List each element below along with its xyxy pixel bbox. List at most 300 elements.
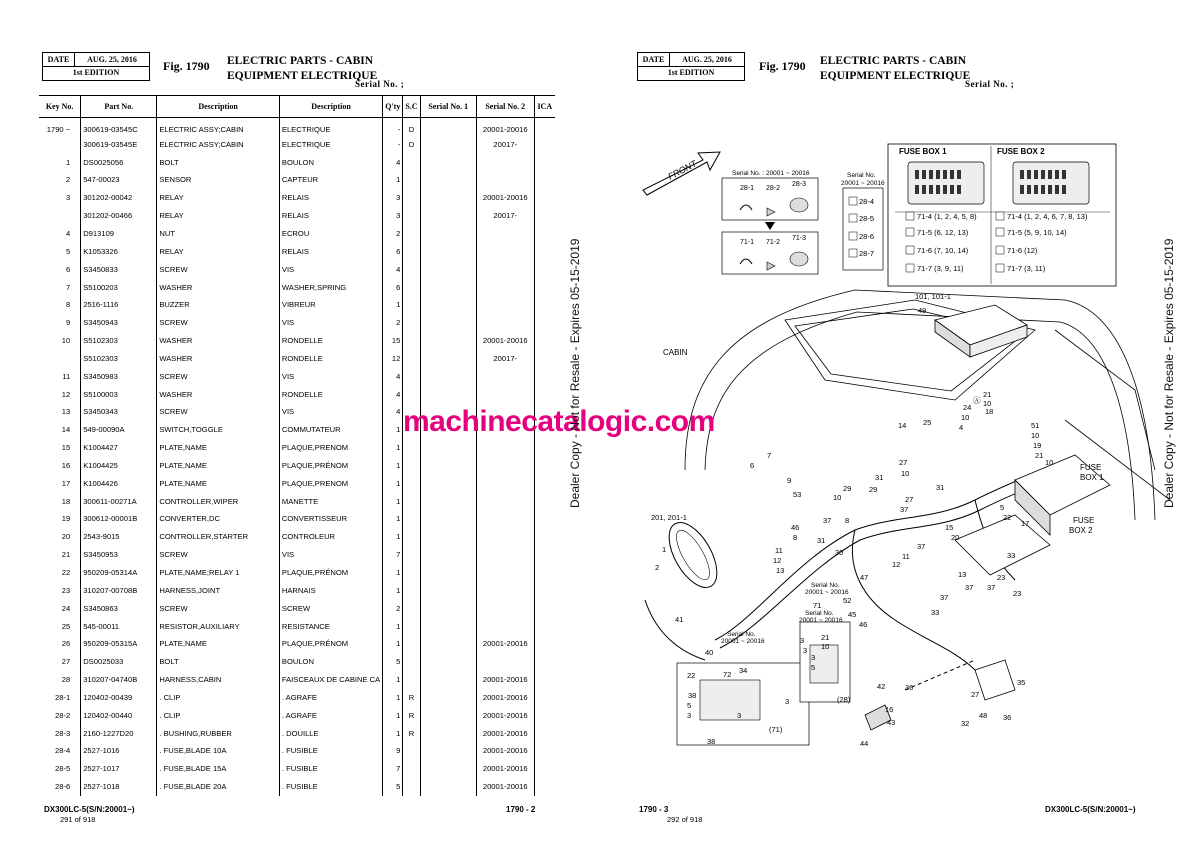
cell-s2 bbox=[476, 278, 534, 296]
cell-s2 bbox=[476, 242, 534, 260]
cell-desc2: VIS bbox=[279, 403, 382, 421]
cell-s1 bbox=[420, 742, 476, 760]
cabin-label: CABIN bbox=[663, 348, 688, 357]
cell-desc2: PLAQUE,PRÉNOM bbox=[279, 564, 382, 582]
cell-desc2: ELECTRIQUE bbox=[279, 135, 382, 153]
svg-text:43: 43 bbox=[887, 718, 896, 727]
table-row bbox=[39, 599, 555, 617]
table-row bbox=[39, 135, 555, 153]
cell-desc2: RONDELLE bbox=[279, 332, 382, 350]
svg-text:10: 10 bbox=[1045, 458, 1054, 467]
cell-desc2: . FUSIBLE bbox=[279, 760, 382, 778]
cell-desc2: RONDELLE bbox=[279, 349, 382, 367]
cell-desc: RELAY bbox=[157, 189, 280, 207]
cell-s1 bbox=[420, 278, 476, 296]
cell-qty: 6 bbox=[383, 278, 403, 296]
cell-qty: 1 bbox=[383, 671, 403, 689]
serial-range-a: Serial No. : 20001 ~ 20016 bbox=[732, 170, 810, 177]
cell-part: S3450863 bbox=[81, 599, 157, 617]
fuse-left-4: 28-7 bbox=[859, 249, 875, 258]
cell-ica bbox=[534, 439, 555, 457]
cell-s2: 20001-20016 bbox=[476, 778, 534, 796]
cell-key: 28-4 bbox=[39, 742, 81, 760]
date-value: AUG. 25, 2016 bbox=[682, 55, 732, 64]
cell-part: 300612-00001B bbox=[81, 510, 157, 528]
cell-desc: CONVERTER,DC bbox=[157, 510, 280, 528]
cell-desc: RESISTOR,AUXILIARY bbox=[157, 617, 280, 635]
cell-desc: PLATE,NAME bbox=[157, 635, 280, 653]
cell-part: 120402-00440 bbox=[81, 706, 157, 724]
table-row bbox=[39, 207, 555, 225]
cell-s2 bbox=[476, 599, 534, 617]
cell-ica bbox=[534, 153, 555, 171]
cell-ica bbox=[534, 724, 555, 742]
cell-qty: 7 bbox=[383, 546, 403, 564]
cell-s1 bbox=[420, 439, 476, 457]
svg-text:8: 8 bbox=[845, 516, 850, 525]
cell-key: 26 bbox=[39, 635, 81, 653]
cell-s1 bbox=[420, 296, 476, 314]
table-row bbox=[39, 528, 555, 546]
cell-qty: 1 bbox=[383, 457, 403, 475]
svg-text:46: 46 bbox=[791, 523, 800, 532]
clip-inset bbox=[722, 170, 818, 274]
footer-page-no-right: 1790 - 3 bbox=[639, 805, 669, 814]
cell-desc2: VIS bbox=[279, 314, 382, 332]
cell-qty: 1 bbox=[383, 724, 403, 742]
fuse-mid-4: 71-7 (3, 9, 11) bbox=[917, 264, 964, 273]
cell-s1 bbox=[420, 635, 476, 653]
table-row bbox=[39, 153, 555, 171]
svg-text:27: 27 bbox=[905, 495, 914, 504]
cell-ica bbox=[534, 332, 555, 350]
cell-s1 bbox=[420, 706, 476, 724]
svg-text:9: 9 bbox=[787, 476, 792, 485]
cell-qty: 2 bbox=[383, 225, 403, 243]
cell-s2: 20001-20016 bbox=[476, 671, 534, 689]
footer-page-count-right: 292 of 918 bbox=[667, 815, 703, 824]
cell-desc2: . AGRAFE bbox=[279, 706, 382, 724]
cell-s2 bbox=[476, 528, 534, 546]
svg-text:51: 51 bbox=[1031, 421, 1040, 430]
svg-text:40: 40 bbox=[705, 648, 714, 657]
cell-sc: R bbox=[403, 724, 420, 742]
date-label: DATE bbox=[638, 53, 670, 66]
table-row bbox=[39, 653, 555, 671]
fuse-box-2-callout-a: FUSE bbox=[1073, 516, 1095, 525]
svg-text:Ⓐ: Ⓐ bbox=[973, 396, 981, 405]
cell-desc2: . AGRAFE bbox=[279, 689, 382, 707]
cell-key: 28-5 bbox=[39, 760, 81, 778]
cell-desc: PLATE,NAME bbox=[157, 457, 280, 475]
cell-desc: HARNESS,CABIN bbox=[157, 671, 280, 689]
cell-desc: . CLIP bbox=[157, 706, 280, 724]
cell-s2 bbox=[476, 581, 534, 599]
table-row bbox=[39, 189, 555, 207]
svg-text:34: 34 bbox=[739, 666, 748, 675]
svg-text:4: 4 bbox=[959, 423, 964, 432]
svg-text:72: 72 bbox=[723, 670, 732, 679]
svg-text:11: 11 bbox=[775, 546, 783, 555]
cell-desc2: PLAQUE,PRÉNOM bbox=[279, 635, 382, 653]
cell-desc2: SCREW bbox=[279, 599, 382, 617]
cell-s2 bbox=[476, 492, 534, 510]
cell-s2 bbox=[476, 296, 534, 314]
cell-s2 bbox=[476, 510, 534, 528]
fuse-right-1: 71-4 (1, 2, 4, 6, 7, 8, 13) bbox=[1007, 212, 1088, 221]
edition-label: 1st EDITION bbox=[667, 68, 715, 77]
cell-sc bbox=[403, 367, 420, 385]
cell-desc2: COMMUTATEUR bbox=[279, 421, 382, 439]
cell-qty: 6 bbox=[383, 242, 403, 260]
cell-s1 bbox=[420, 599, 476, 617]
svg-text:3: 3 bbox=[737, 711, 742, 720]
cell-qty: 1 bbox=[383, 706, 403, 724]
cell-sc bbox=[403, 581, 420, 599]
cell-s1 bbox=[420, 189, 476, 207]
cell-key: 25 bbox=[39, 617, 81, 635]
table-row bbox=[39, 457, 555, 475]
serial-range: 20001 ~ 20016 bbox=[841, 180, 885, 187]
cell-s1 bbox=[420, 457, 476, 475]
serial-no-label: Serial No. bbox=[847, 172, 876, 179]
cell-qty: 9 bbox=[383, 742, 403, 760]
cell-sc bbox=[403, 653, 420, 671]
cell-qty: 1 bbox=[383, 492, 403, 510]
cell-key: 28-6 bbox=[39, 778, 81, 796]
svg-text:22: 22 bbox=[1003, 513, 1012, 522]
svg-text:20001 ~ 20016: 20001 ~ 20016 bbox=[799, 617, 843, 624]
cell-desc: BOLT bbox=[157, 153, 280, 171]
cell-desc: SCREW bbox=[157, 260, 280, 278]
cell-s2 bbox=[476, 617, 534, 635]
table-header-row bbox=[39, 96, 555, 118]
svg-text:37: 37 bbox=[965, 583, 974, 592]
cell-desc: PLATE,NAME bbox=[157, 474, 280, 492]
cell-sc bbox=[403, 385, 420, 403]
cell-part: 310207-00708B bbox=[81, 581, 157, 599]
cell-part: 2516-1116 bbox=[81, 296, 157, 314]
date-value: AUG. 25, 2016 bbox=[87, 55, 137, 64]
relay-inset bbox=[677, 582, 850, 745]
cell-key bbox=[39, 207, 81, 225]
svg-text:7: 7 bbox=[767, 451, 772, 460]
cell-s1 bbox=[420, 671, 476, 689]
cell-desc2: RONDELLE bbox=[279, 385, 382, 403]
cell-s1 bbox=[420, 617, 476, 635]
table-row bbox=[39, 278, 555, 296]
cell-part: 2527-1017 bbox=[81, 760, 157, 778]
cell-s2: 20017- bbox=[476, 207, 534, 225]
cell-desc: ELECTRIC ASSY;CABIN bbox=[157, 118, 280, 136]
svg-text:Serial No.: Serial No. bbox=[805, 610, 834, 617]
svg-text:42: 42 bbox=[877, 682, 886, 691]
cell-desc: BUZZER bbox=[157, 296, 280, 314]
svg-text:17: 17 bbox=[1021, 519, 1030, 528]
svg-text:37: 37 bbox=[940, 593, 949, 602]
clip-bottom-1: 71-1 bbox=[740, 239, 755, 246]
cell-s1 bbox=[420, 314, 476, 332]
svg-text:29: 29 bbox=[843, 484, 852, 493]
cell-qty: 3 bbox=[383, 189, 403, 207]
svg-text:3: 3 bbox=[803, 646, 808, 655]
table-row bbox=[39, 296, 555, 314]
svg-text:15: 15 bbox=[945, 523, 954, 532]
cell-desc: SCREW bbox=[157, 367, 280, 385]
cell-qty: 4 bbox=[383, 260, 403, 278]
cell-desc: . FUSE,BLADE 15A bbox=[157, 760, 280, 778]
cell-part: 547-00023 bbox=[81, 171, 157, 189]
svg-text:37: 37 bbox=[823, 516, 832, 525]
svg-text:52: 52 bbox=[843, 596, 852, 605]
cell-part: 301202-00466 bbox=[81, 207, 157, 225]
svg-text:31: 31 bbox=[875, 473, 884, 482]
cell-qty: - bbox=[383, 118, 403, 136]
cell-s1 bbox=[420, 118, 476, 136]
fuse-left-2: 28-5 bbox=[859, 214, 875, 223]
cell-s2: 20001-20016 bbox=[476, 635, 534, 653]
svg-text:5: 5 bbox=[687, 701, 692, 710]
footer-model-right: DX300LC-5(S/N:20001~) bbox=[1045, 805, 1136, 814]
svg-text:16: 16 bbox=[885, 705, 894, 714]
cell-key: 17 bbox=[39, 474, 81, 492]
cell-ica bbox=[534, 474, 555, 492]
cell-key: 24 bbox=[39, 599, 81, 617]
cell-desc: SCREW bbox=[157, 314, 280, 332]
cell-key: 5 bbox=[39, 242, 81, 260]
cell-s2 bbox=[476, 314, 534, 332]
fuse-box-2-callout-b: BOX 2 bbox=[1069, 526, 1093, 535]
cell-part: S3450953 bbox=[81, 546, 157, 564]
cell-sc bbox=[403, 242, 420, 260]
cell-key bbox=[39, 349, 81, 367]
svg-text:13: 13 bbox=[776, 566, 785, 575]
svg-text:27: 27 bbox=[971, 690, 980, 699]
cell-part: 300611-00271A bbox=[81, 492, 157, 510]
cell-ica bbox=[534, 528, 555, 546]
svg-text:Serial No.: Serial No. bbox=[727, 631, 756, 638]
front-label: FRONT bbox=[666, 158, 699, 182]
svg-text:27: 27 bbox=[899, 458, 908, 467]
cell-ica bbox=[534, 189, 555, 207]
cell-key: 16 bbox=[39, 457, 81, 475]
table-row bbox=[39, 689, 555, 707]
table-row bbox=[39, 118, 555, 136]
svg-text:101, 101-1: 101, 101-1 bbox=[915, 292, 951, 301]
cell-ica bbox=[534, 385, 555, 403]
cell-ica bbox=[534, 778, 555, 796]
svg-text:24: 24 bbox=[963, 403, 972, 412]
cell-key: 28-1 bbox=[39, 689, 81, 707]
col-part: Part No. bbox=[81, 96, 157, 118]
title-en: ELECTRIC PARTS - CABIN bbox=[227, 55, 374, 67]
svg-text:35: 35 bbox=[1017, 678, 1026, 687]
cell-sc bbox=[403, 510, 420, 528]
svg-text:37: 37 bbox=[987, 583, 996, 592]
svg-text:20001 ~ 20016: 20001 ~ 20016 bbox=[721, 638, 765, 645]
cell-sc bbox=[403, 528, 420, 546]
cell-part: S3450343 bbox=[81, 403, 157, 421]
cell-part: 549-00090A bbox=[81, 421, 157, 439]
cell-sc: D bbox=[403, 135, 420, 153]
cell-key: 21 bbox=[39, 546, 81, 564]
cell-part: 950209-05314A bbox=[81, 564, 157, 582]
table-row bbox=[39, 724, 555, 742]
table-row bbox=[39, 778, 555, 796]
svg-text:25: 25 bbox=[923, 418, 932, 427]
title-fr: EQUIPMENT ELECTRIQUE bbox=[820, 70, 971, 82]
cell-ica bbox=[534, 706, 555, 724]
cell-s1 bbox=[420, 332, 476, 350]
fuse-mid-3: 71-6 (7, 10, 14) bbox=[917, 246, 969, 255]
table-row bbox=[39, 474, 555, 492]
clip-bottom-2: 71-2 bbox=[766, 239, 781, 246]
svg-text:3: 3 bbox=[811, 653, 816, 662]
fig-label: Fig. 1790 bbox=[163, 59, 210, 73]
svg-text:37: 37 bbox=[917, 542, 926, 551]
cell-sc bbox=[403, 778, 420, 796]
dealer-notice-right: Dealer Copy - Not for Resale - Expires 05-15-2019 bbox=[1162, 238, 1176, 508]
cell-qty: 4 bbox=[383, 403, 403, 421]
svg-text:71: 71 bbox=[813, 601, 822, 610]
cell-sc bbox=[403, 671, 420, 689]
cell-desc: . CLIP bbox=[157, 689, 280, 707]
cell-desc: HARNESS,JOINT bbox=[157, 581, 280, 599]
svg-text:19: 19 bbox=[1033, 441, 1042, 450]
clip-top-2: 28-2 bbox=[766, 185, 781, 192]
cell-ica bbox=[534, 278, 555, 296]
cell-part: 950209-05315A bbox=[81, 635, 157, 653]
table-row bbox=[39, 260, 555, 278]
cell-desc2: ELECTRIQUE bbox=[279, 118, 382, 136]
cell-key bbox=[39, 135, 81, 153]
cell-desc: SWITCH,TOGGLE bbox=[157, 421, 280, 439]
cell-s1 bbox=[420, 492, 476, 510]
cell-key: 15 bbox=[39, 439, 81, 457]
svg-text:3: 3 bbox=[687, 711, 692, 720]
table-row bbox=[39, 349, 555, 367]
front-arrow bbox=[643, 152, 720, 195]
cell-ica bbox=[534, 225, 555, 243]
serial-label-right: Serial No. ; bbox=[965, 79, 1015, 89]
cell-part: 2543-9015 bbox=[81, 528, 157, 546]
table-row bbox=[39, 385, 555, 403]
cell-sc bbox=[403, 225, 420, 243]
cell-s1 bbox=[420, 474, 476, 492]
cell-part: K1004426 bbox=[81, 474, 157, 492]
cell-desc: CONTROLLER,STARTER bbox=[157, 528, 280, 546]
table-row bbox=[39, 332, 555, 350]
svg-text:3: 3 bbox=[800, 636, 805, 645]
cell-s2 bbox=[476, 385, 534, 403]
svg-text:31: 31 bbox=[817, 536, 826, 545]
cell-part: S3450943 bbox=[81, 314, 157, 332]
cell-qty: 4 bbox=[383, 385, 403, 403]
cell-sc bbox=[403, 457, 420, 475]
cell-sc bbox=[403, 153, 420, 171]
svg-text:6: 6 bbox=[750, 461, 755, 470]
cell-key: 1 bbox=[39, 153, 81, 171]
cell-ica bbox=[534, 135, 555, 153]
cell-s1 bbox=[420, 564, 476, 582]
fuse-box-1-title: FUSE BOX 1 bbox=[899, 147, 947, 156]
svg-text:21: 21 bbox=[1035, 451, 1044, 460]
cell-key: 28-2 bbox=[39, 706, 81, 724]
cell-desc: NUT bbox=[157, 225, 280, 243]
cell-part: S3450833 bbox=[81, 260, 157, 278]
svg-text:45: 45 bbox=[848, 610, 857, 619]
cell-desc2: VIBREUR bbox=[279, 296, 382, 314]
cell-s1 bbox=[420, 510, 476, 528]
cell-desc: PLATE,NAME;RELAY 1 bbox=[157, 564, 280, 582]
cell-s1 bbox=[420, 653, 476, 671]
svg-text:23: 23 bbox=[1013, 589, 1022, 598]
cell-sc: R bbox=[403, 706, 420, 724]
svg-text:13: 13 bbox=[958, 570, 967, 579]
svg-text:47: 47 bbox=[860, 573, 869, 582]
cell-sc: D bbox=[403, 118, 420, 136]
cell-s1 bbox=[420, 349, 476, 367]
table-row bbox=[39, 635, 555, 653]
cell-key: 7 bbox=[39, 278, 81, 296]
cell-key: 2 bbox=[39, 171, 81, 189]
table-row bbox=[39, 742, 555, 760]
fuse-mid-2: 71-5 (6, 12, 13) bbox=[917, 228, 969, 237]
table-row bbox=[39, 546, 555, 564]
cell-s1 bbox=[420, 760, 476, 778]
svg-text:32: 32 bbox=[961, 719, 970, 728]
svg-text:49: 49 bbox=[918, 306, 927, 315]
cell-sc bbox=[403, 617, 420, 635]
cell-sc bbox=[403, 296, 420, 314]
cell-s2 bbox=[476, 367, 534, 385]
svg-text:29: 29 bbox=[869, 485, 878, 494]
cell-ica bbox=[534, 599, 555, 617]
svg-text:(71): (71) bbox=[769, 725, 783, 734]
cell-s2: 20001-20016 bbox=[476, 760, 534, 778]
svg-text:14: 14 bbox=[898, 421, 907, 430]
cell-key: 4 bbox=[39, 225, 81, 243]
col-key: Key No. bbox=[39, 96, 81, 118]
cell-desc: RELAY bbox=[157, 207, 280, 225]
cell-ica bbox=[534, 492, 555, 510]
footer-page-count: 291 of 918 bbox=[60, 815, 96, 824]
cell-s2: 20001-20016 bbox=[476, 724, 534, 742]
cell-sc bbox=[403, 760, 420, 778]
fuse-right-4: 71-7 (3, 11) bbox=[1007, 264, 1046, 273]
cell-desc: . FUSE,BLADE 10A bbox=[157, 742, 280, 760]
cell-key: 28-3 bbox=[39, 724, 81, 742]
cell-qty: 7 bbox=[383, 760, 403, 778]
cell-desc2: VIS bbox=[279, 367, 382, 385]
svg-text:33: 33 bbox=[931, 608, 940, 617]
cell-key: 18 bbox=[39, 492, 81, 510]
cell-desc2: PLAQUE,PRENOM bbox=[279, 439, 382, 457]
cell-desc2: BOULON bbox=[279, 153, 382, 171]
table-row bbox=[39, 171, 555, 189]
cell-sc bbox=[403, 314, 420, 332]
cell-ica bbox=[534, 689, 555, 707]
cell-key: 12 bbox=[39, 385, 81, 403]
cell-key: 8 bbox=[39, 296, 81, 314]
cell-desc2: RESISTANCE bbox=[279, 617, 382, 635]
cell-s1 bbox=[420, 385, 476, 403]
svg-text:11: 11 bbox=[902, 552, 910, 561]
cell-key: 20 bbox=[39, 528, 81, 546]
footer-page-no: 1790 - 2 bbox=[506, 805, 536, 814]
parts-body bbox=[39, 118, 555, 796]
cell-s1 bbox=[420, 171, 476, 189]
